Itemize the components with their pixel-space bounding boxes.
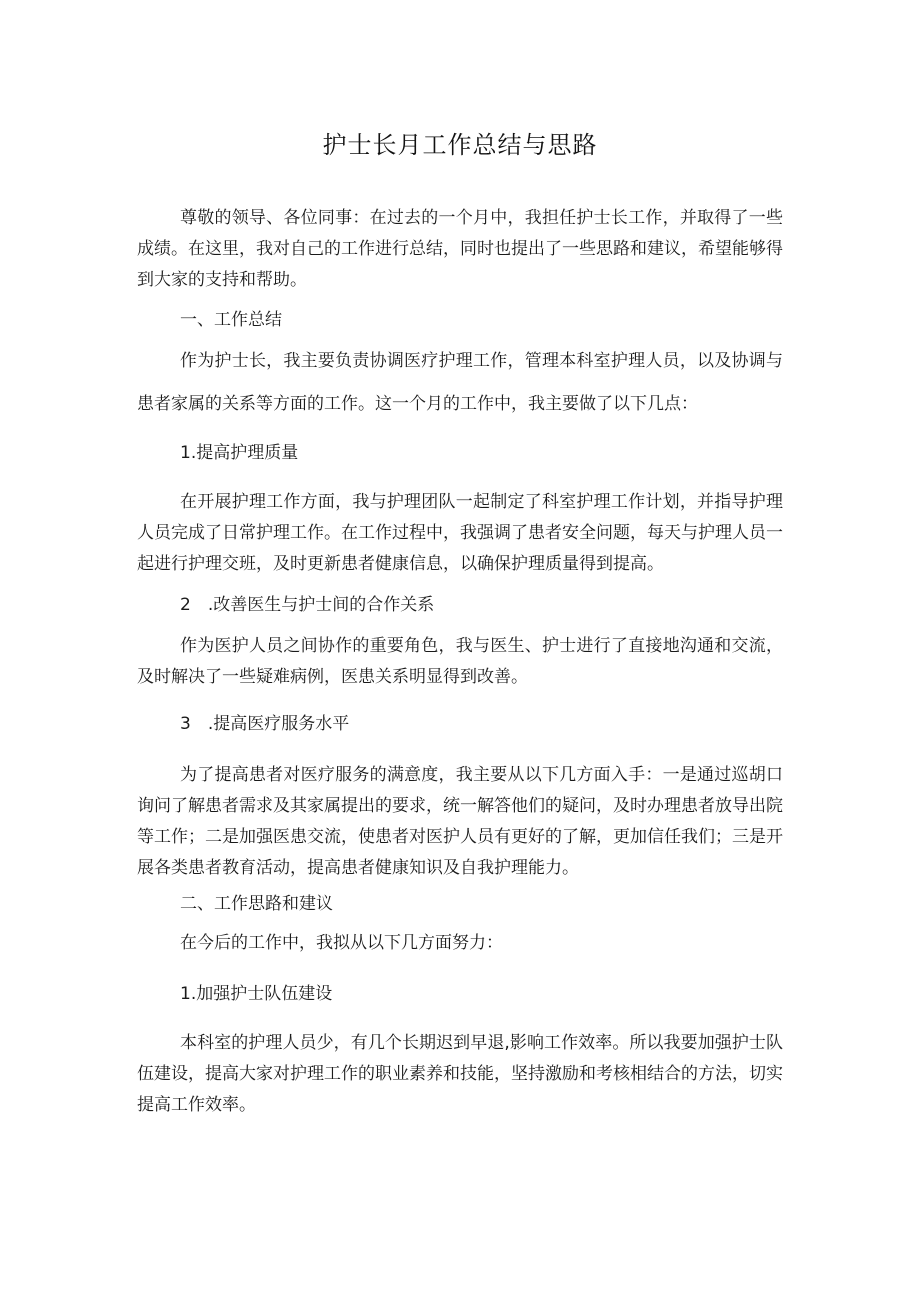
plan1-heading: 1.加强护士队伍建设 [180,984,333,1004]
plan1-paragraph: 本科室的护理人员少，有几个长期迟到早退,影响工作效率。所以我要加强护士队伍建设，提高大家对护理工作的职业素养和技能，坚持激励和考核相结合的方法，切实提高工作效率。 [137,1033,783,1115]
item3-heading: 3 .提高医疗服务水平 [180,714,350,734]
item1-heading: 1.提高护理质量 [180,443,299,463]
section1-heading: 一、工作总结 [180,310,282,330]
item2-paragraph: 作为医护人员之间协作的重要角色，我与医生、护士进行了直接地沟通和交流，及时解决了一些疑难病例，医患关系明显得到改善。 [137,636,783,687]
item1-paragraph: 在开展护理工作方面，我与护理团队一起制定了科室护理工作计划，并指导护理人员完成了日常护理工作。在工作过程中，我强调了患者安全问题，每天与护理人员一起进行护理交班，及时更新患者健康信息，以确保护理质量得到提高。 [137,492,783,574]
document-title: 护士长月工作总结与思路 [322,131,598,159]
section1-paragraph: 作为护士长，我主要负责协调医疗护理工作，管理本科室护理人员，以及协调与患者家属的关系等方面的工作。这一个月的工作中，我主要做了以下几点： [137,351,783,414]
item2-heading: 2 .改善医生与护士间的合作关系 [180,595,435,615]
intro-paragraph: 尊敬的领导、各位同事：在过去的一个月中，我担任护士长工作，并取得了一些成绩。在这里，我对自己的工作进行总结，同时也提出了一些思路和建议，希望能够得到大家的支持和帮助。 [137,208,783,290]
item3-paragraph: 为了提高患者对医疗服务的满意度，我主要从以下几方面入手：一是通过巡胡口询问了解患者需求及其家属提出的要求，统一解答他们的疑问，及时办理患者放导出院等工作；二是加强医患交流，使患者对医护人员有更好的了解，更加信任我们；三是开展各类患者教育活动，提高患者健康知识及自我护理能力。 [137,765,783,878]
section2-paragraph: 在今后的工作中，我拟从以下几方面努力： [180,933,503,953]
section2-heading: 二、工作思路和建议 [180,894,333,914]
